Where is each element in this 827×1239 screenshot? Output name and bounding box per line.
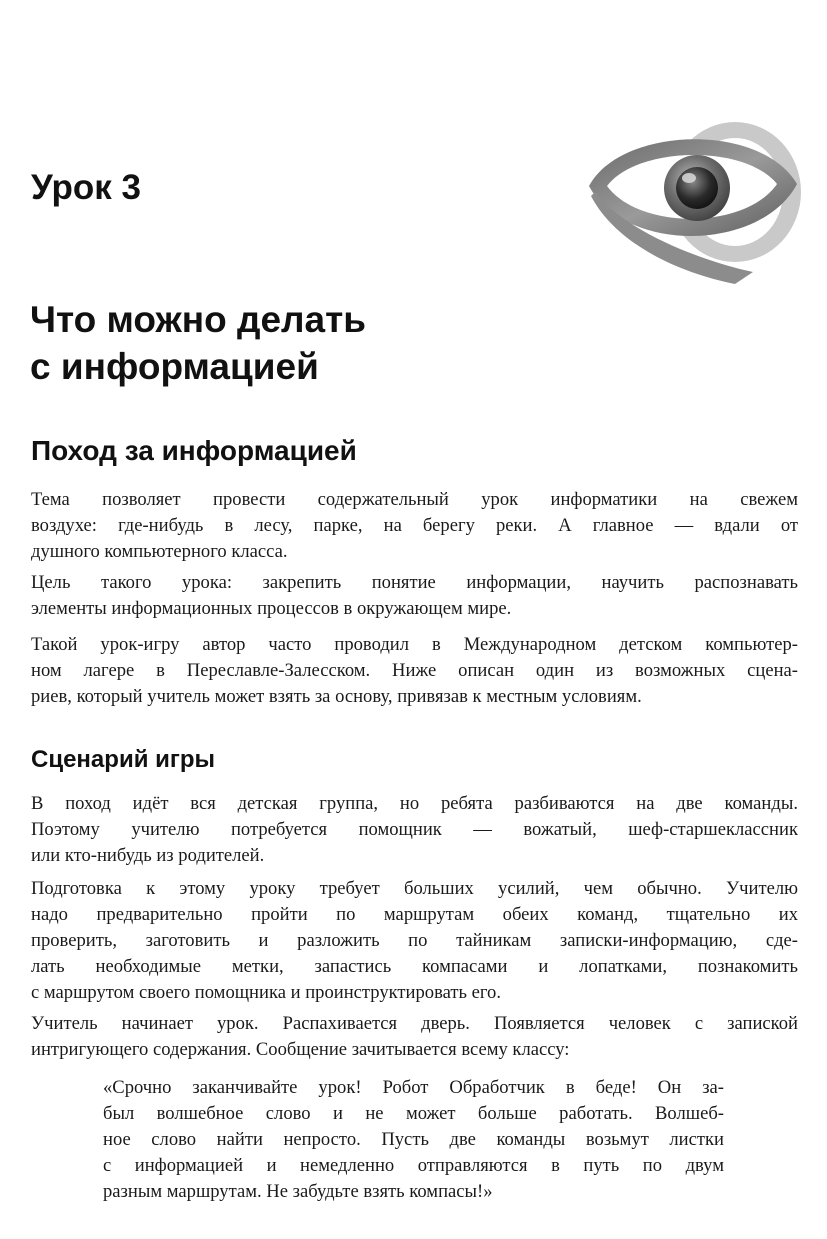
- eye-icon: [585, 112, 805, 286]
- text-line: воздухе: где-нибудь в лесу, парке, на берегу реки. А главное — вдали от: [31, 515, 798, 536]
- text-line: элементы информационных процессов в окружающем мире.: [31, 598, 512, 619]
- text-line: душного компьютерного класса.: [31, 541, 288, 562]
- text-line: Цель такого урока: закрепить понятие информации, научить распознавать: [31, 572, 798, 593]
- text-line: Учитель начинает урок. Распахивается дверь. Появляется человек с запиской: [31, 1013, 798, 1034]
- quote-line: ное слово найти непросто. Пусть две команды возьмут листки: [103, 1129, 724, 1150]
- chapter-title-line: с информацией: [30, 346, 319, 387]
- text-line: В поход идёт вся детская группа, но ребята разбиваются на две команды.: [31, 793, 798, 814]
- text-line: надо предварительно пройти по маршрутам обеих команд, тщательно их: [31, 904, 798, 925]
- paragraph: [31, 876, 798, 1006]
- text-line: Такой урок-игру автор часто проводил в Международном детском компьютер-: [31, 634, 798, 655]
- text-line: с маршрутом своего помощника и проинструктировать его.: [31, 982, 501, 1003]
- quote-line: разным маршрутам. Не забудьте взять компасы!»: [103, 1181, 493, 1202]
- text-line: Поэтому учителю потребуется помощник — вожатый, шеф-старшеклассник: [31, 819, 798, 840]
- paragraph: [31, 570, 798, 622]
- paragraph: [31, 791, 798, 869]
- quote-line: был волшебное слово и не может больше работать. Волшеб-: [103, 1103, 724, 1124]
- text-line: риев, который учитель может взять за основу, привязав к местным условиям.: [31, 686, 642, 707]
- text-line: проверить, заготовить и разложить по тайникам записки-информацию, сде-: [31, 930, 798, 951]
- chapter-title-line: Что можно делать: [30, 299, 366, 340]
- text-line: лать необходимые метки, запастись компасами и лопатками, познакомить: [31, 956, 798, 977]
- text-line: или кто-нибудь из родителей.: [31, 845, 265, 866]
- paragraph: [31, 632, 798, 710]
- paragraph: [31, 487, 798, 565]
- quote-line: «Срочно заканчивайте урок! Робот Обработчик в беде! Он за-: [103, 1077, 724, 1098]
- text-line: Тема позволяет провести содержательный урок информатики на свежем: [31, 489, 798, 510]
- note-quote: [103, 1075, 724, 1205]
- quote-line: с информацией и немедленно отправляются в путь по двум: [103, 1155, 724, 1176]
- paragraph: [31, 1011, 798, 1063]
- text-line: ном лагере в Переславле-Залесском. Ниже описан один из возможных сцена-: [31, 660, 798, 681]
- section-heading: Поход за информацией: [31, 435, 357, 466]
- section-heading: Сценарий игры: [31, 746, 216, 773]
- lesson-number: Урок 3: [31, 168, 141, 207]
- text-line: Подготовка к этому уроку требует больших усилий, чем обычно. Учителю: [31, 878, 798, 899]
- chapter-title: [30, 296, 550, 390]
- text-line: интригующего содержания. Сообщение зачитывается всему классу:: [31, 1039, 570, 1060]
